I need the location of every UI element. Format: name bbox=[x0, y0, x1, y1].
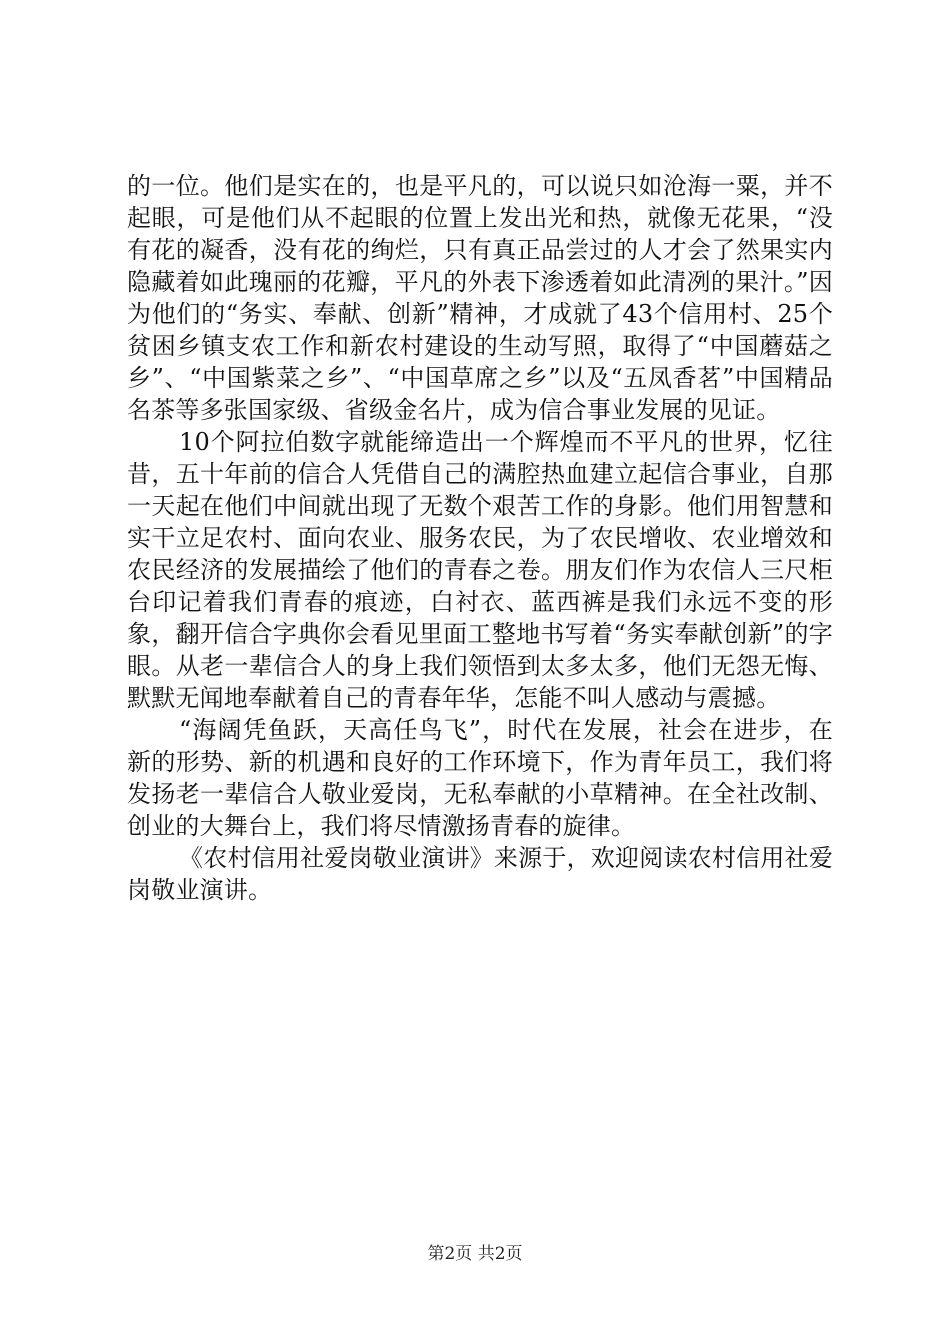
paragraph-3: “海阔凭鱼跃，天高任鸟飞”，时代在发展，社会在进步，在新的形势、新的机遇和良好的工作环境下，作为青年员工，我们将发扬老一辈信合人敬业爱岗，无私奉献的小草精神。在全社改制、创业的大舞台上，我们将尽情激扬青春的旋律。 bbox=[127, 716, 833, 840]
paragraph-2: 10个阿拉伯数字就能缔造出一个辉煌而不平凡的世界，忆往昔，五十年前的信合人凭借自己的满腔热血建立起信合事业，自那一天起在他们中间就出现了无数个艰苦工作的身影。他们用智慧和实干立足农村、面向农业、服务农民，为了农民增收、农业增效和农民经济的发展描绘了他们的青春之卷。朋友们作为农信人三尺柜台印记着我们青春的痕迹，白衬衣、蓝西裤是我们永远不变的形象，翻开信合字典你会看见里面工整地书写着“务实奉献创新”的字眼。从老一辈信合人的身上我们领悟到太多太多，他们无怨无悔、默默无闻地奉献着自己的青春年华，怎能不叫人感动与震撼。 bbox=[127, 428, 833, 712]
document-body bbox=[127, 170, 833, 906]
page-footer: 第2页 共2页 bbox=[427, 1244, 523, 1264]
paragraph-4: 《农村信用社爱岗敬业演讲》来源于，欢迎阅读农村信用社爱岗敬业演讲。 bbox=[127, 844, 833, 904]
paragraph-1: 的一位。他们是实在的，也是平凡的，可以说只如沧海一粟，并不起眼，可是他们从不起眼的位置上发出光和热，就像无花果，“没有花的凝香，没有花的绚烂，只有真正品尝过的人才会了然果实内隐藏着如此瑰丽的花瓣，平凡的外表下渗透着如此清冽的果汁。”因为他们的“务实、奉献、创新”精神，才成就了43个信用村、25个贫困乡镇支农工作和新农村建设的生动写照，取得了“中国蘑菇之乡”、“中国紫菜之乡”、“中国草席之乡”以及“五凤香茗”中国精品名茶等多张国家级、省级金名片，成为信合事业发展的见证。 bbox=[127, 172, 833, 424]
